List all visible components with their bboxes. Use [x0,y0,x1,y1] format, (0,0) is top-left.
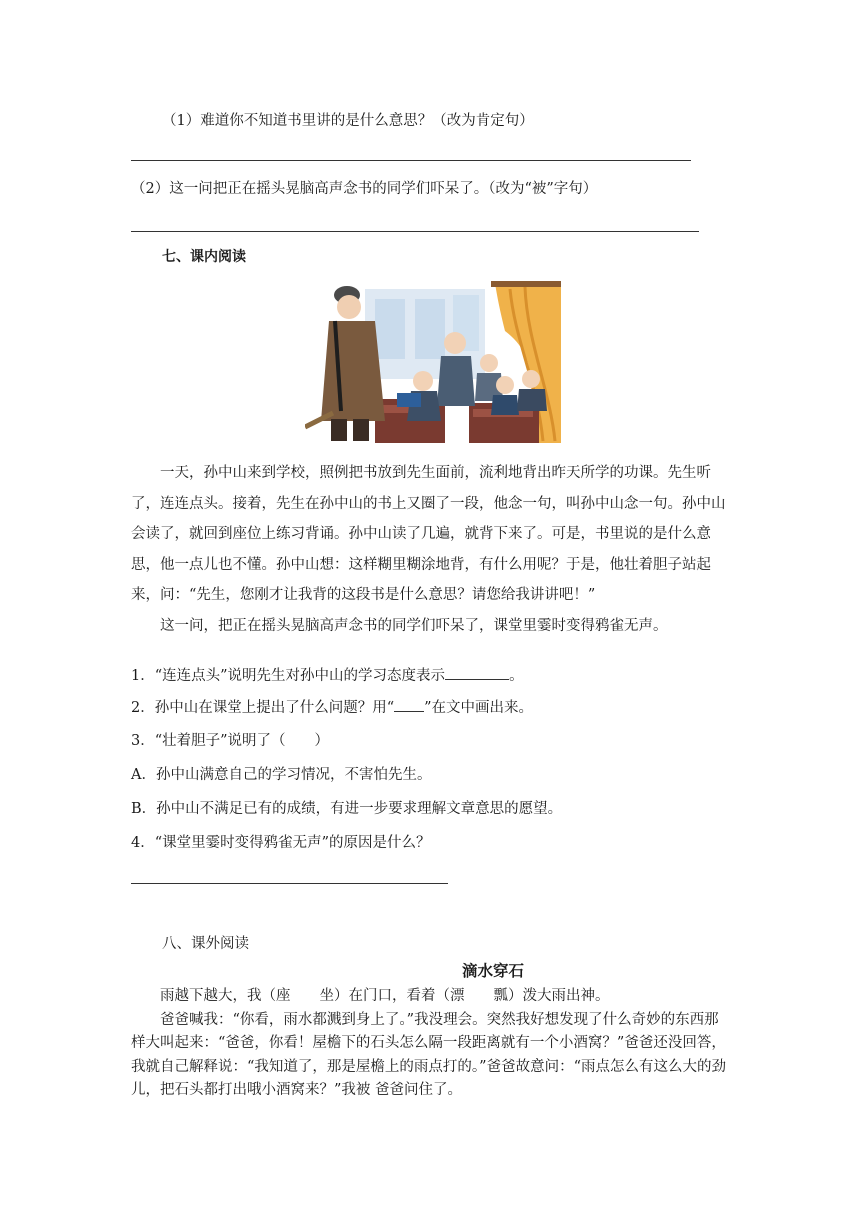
question-1-text: 1．“连连点头”说明先生对孙中山的学习态度表示 [131,668,446,684]
underline-sample [394,697,424,712]
answer-line-1[interactable] [131,160,691,161]
rewrite-item-2: （2）这一问把正在摇头晃脑高声念书的同学们吓呆了。（改为“被”字句） [131,181,598,197]
article-paragraph-2: 爸爸喊我：“你看，雨水都溅到身上了。”我没理会。突然我好想发现了什么奇妙的东西那样大叫起来：“爸爸，你看！屋檐下的石头怎么隔一段距离就有一个小酒窝？”爸爸还没回答，我就自己解释说：“我知道了，那是屋檐上的雨点打的。”爸爸故意问：“雨点怎么有这么大的劲儿，把石头都打出哦小酒窝来？”我被 爸爸问住了。 [131,1011,726,1098]
question-2 [131,697,533,718]
section-8-heading: 八、课外阅读 [162,936,249,952]
question-1-blank[interactable] [445,665,509,680]
section-7-heading: 七、课内阅读 [162,249,246,265]
question-1 [131,665,524,686]
passage [131,458,731,641]
article-paragraph-1: 雨越下越大，我（座 坐）在门口，看着（漂 瓢）泼大雨出神。 [160,988,610,1004]
answer-line-2[interactable] [131,231,699,232]
question-2-end: ”在文中画出来。 [424,700,534,716]
question-2-text: 2．孙中山在课堂上提出了什么问题？用“ [131,700,395,716]
answer-line-q4[interactable] [131,883,448,884]
article-body [131,985,731,1103]
article-title: 滴水穿石 [462,962,525,980]
passage-paragraph-1: 一天，孙中山来到学校，照例把书放到先生面前，流利地背出昨天所学的功课。先生听了，连连点头。接着，先生在孙中山的书上又圈了一段，他念一句，叫孙中山念一句。孙中山会读了，就回到座位上练习背诵。孙中山读了几遍，就背下来了。可是，书里说的是什么意思，他一点儿也不懂。孙中山想：这样糊里糊涂地背，有什么用呢？于是，他壮着胆子站起来，问：“先生，您刚才让我背的这段书是什么意思？请您给我讲讲吧！” [131,465,726,603]
classroom-illustration [305,281,561,443]
option-b[interactable]: B．孙中山不满足已有的成绩，有进一步要求理解文章意思的愿望。 [131,801,563,817]
rewrite-item-1: （1）难道你不知道书里讲的是什么意思？（改为肯定句） [162,113,534,129]
question-1-end: 。 [509,668,524,684]
question-3: 3．“壮着胆子”说明了（ ） [131,733,330,749]
option-a[interactable]: A．孙中山满意自己的学习情况，不害怕先生。 [131,767,432,783]
passage-paragraph-2: 这一问，把正在摇头晃脑高声念书的同学们吓呆了，课堂里霎时变得鸦雀无声。 [160,617,668,634]
question-4: 4．“课堂里霎时变得鸦雀无声”的原因是什么？ [131,835,431,851]
